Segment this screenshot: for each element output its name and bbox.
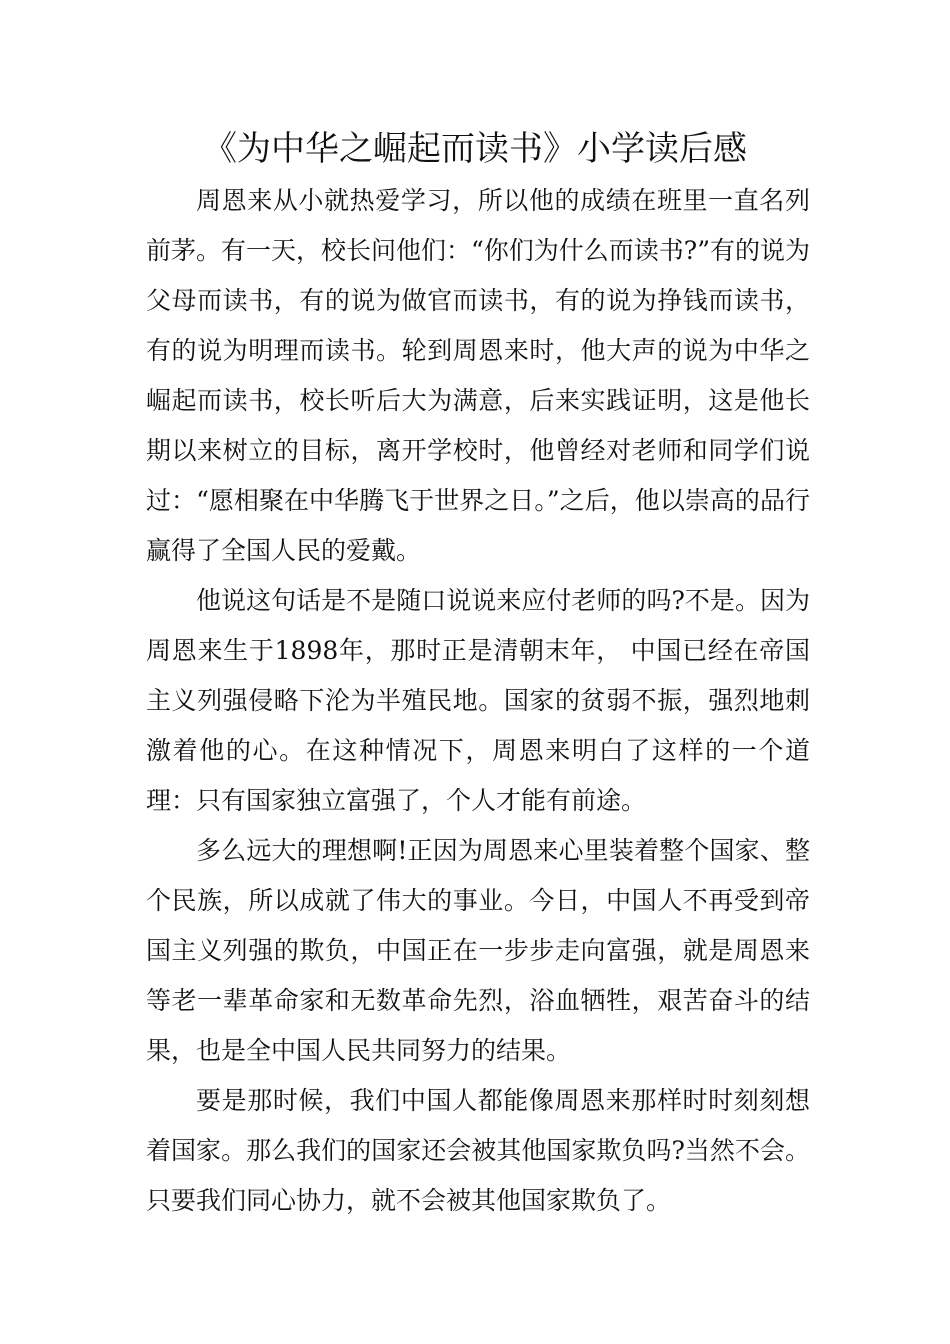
paragraph-4: 要是那时候，我们中国人都能像周恩来那样时时刻刻想着国家。那么我们的国家还会被其他国家欺负吗?当然不会。只要我们同心协力，就不会被其他国家欺负了。 bbox=[146, 1086, 810, 1215]
document-body bbox=[146, 176, 810, 1226]
paragraph-2: 他说这句话是不是随口说说来应付老师的吗?不是。因为周恩来生于1898年，那时正是清朝末年， 中国已经在帝国主义列强侵略下沦为半殖民地。国家的贫弱不振，强烈地刺激着他的心。在这种情况下，周恩来明白了这样的一个道理：只有国家独立富强了，个人才能有前途。 bbox=[146, 586, 810, 815]
document-title: 《为中华之崛起而读书》小学读后感 bbox=[203, 129, 747, 169]
paragraph-1: 周恩来从小就热爱学习，所以他的成绩在班里一直名列前茅。有一天，校长问他们：“你们为什么而读书?”有的说为父母而读书，有的说为做官而读书，有的说为挣钱而读书，有的说为明理而读书。轮到周恩来时，他大声的说为中华之崛起而读书，校长听后大为满意，后来实践证明，这是他长期以来树立的目标，离开学校时，他曾经对老师和同学们说过：“愿相聚在中华腾飞于世界之日。”之后，他以崇高的品行赢得了全国人民的爱戴。 bbox=[146, 186, 810, 565]
paragraph-3: 多么远大的理想啊!正因为周恩来心里装着整个国家、整个民族，所以成就了伟大的事业。今日，中国人不再受到帝国主义列强的欺负，中国正在一步步走向富强，就是周恩来等老一辈革命家和无数革命先烈，浴血牺牲，艰苦奋斗的结果，也是全中国人民共同努力的结果。 bbox=[146, 836, 810, 1065]
